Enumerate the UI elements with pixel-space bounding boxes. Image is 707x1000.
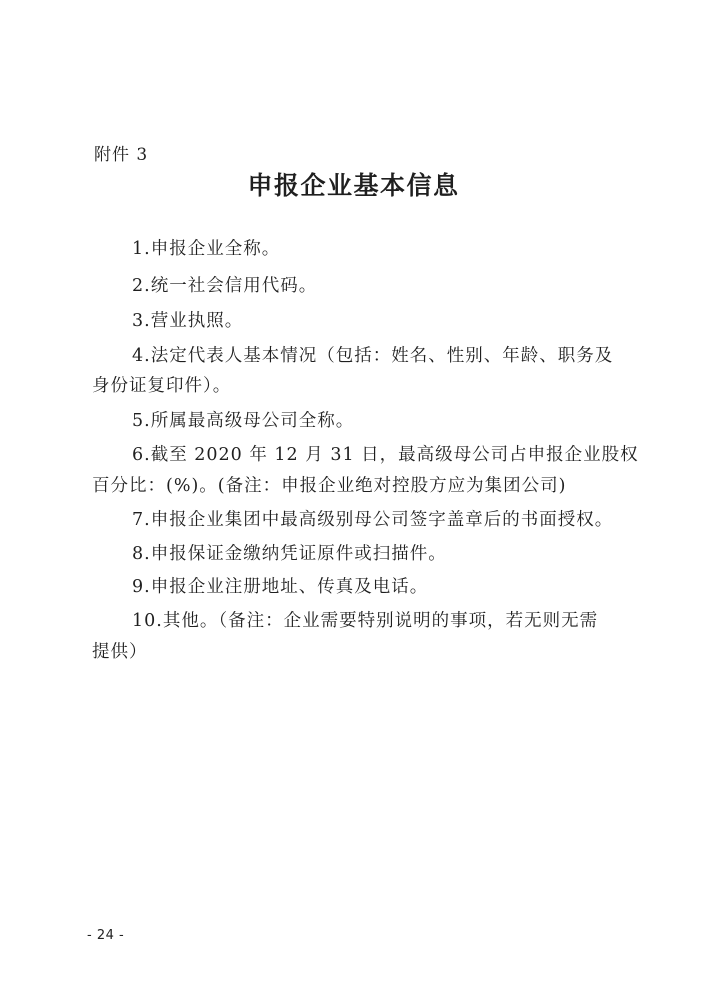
list-item-6-line-2: 百分比：(%)。(备注：申报企业绝对控股方应为集团公司)	[92, 476, 567, 496]
list-item-4-line-1: 4.法定代表人基本情况（包括：姓名、性别、年龄、职务及	[132, 346, 614, 366]
list-item-8: 8.申报保证金缴纳凭证原件或扫描件。	[132, 544, 447, 564]
page-title: 申报企业基本信息	[247, 171, 460, 200]
list-item-10-line-2: 提供）	[92, 642, 148, 662]
list-item-2: 2.统一社会信用代码。	[132, 276, 318, 296]
page-number: - 24 -	[87, 928, 125, 943]
list-item-1: 1.申报企业全称。	[132, 239, 281, 259]
list-item-6-line-1: 6.截至 2020 年 12 月 31 日，最高级母公司占申报企业股权	[132, 445, 639, 465]
list-item-7: 7.申报企业集团中最高级别母公司签字盖章后的书面授权。	[132, 510, 614, 530]
list-item-9: 9.申报企业注册地址、传真及电话。	[132, 577, 429, 597]
list-item-3: 3.营业执照。	[132, 311, 244, 331]
list-item-5: 5.所属最高级母公司全称。	[132, 411, 355, 431]
list-item-10-line-1: 10.其他。（备注：企业需要特别说明的事项，若无则无需	[132, 611, 599, 631]
attachment-label: 附件 3	[94, 145, 149, 165]
list-item-4-line-2: 身份证复印件）。	[92, 376, 232, 396]
